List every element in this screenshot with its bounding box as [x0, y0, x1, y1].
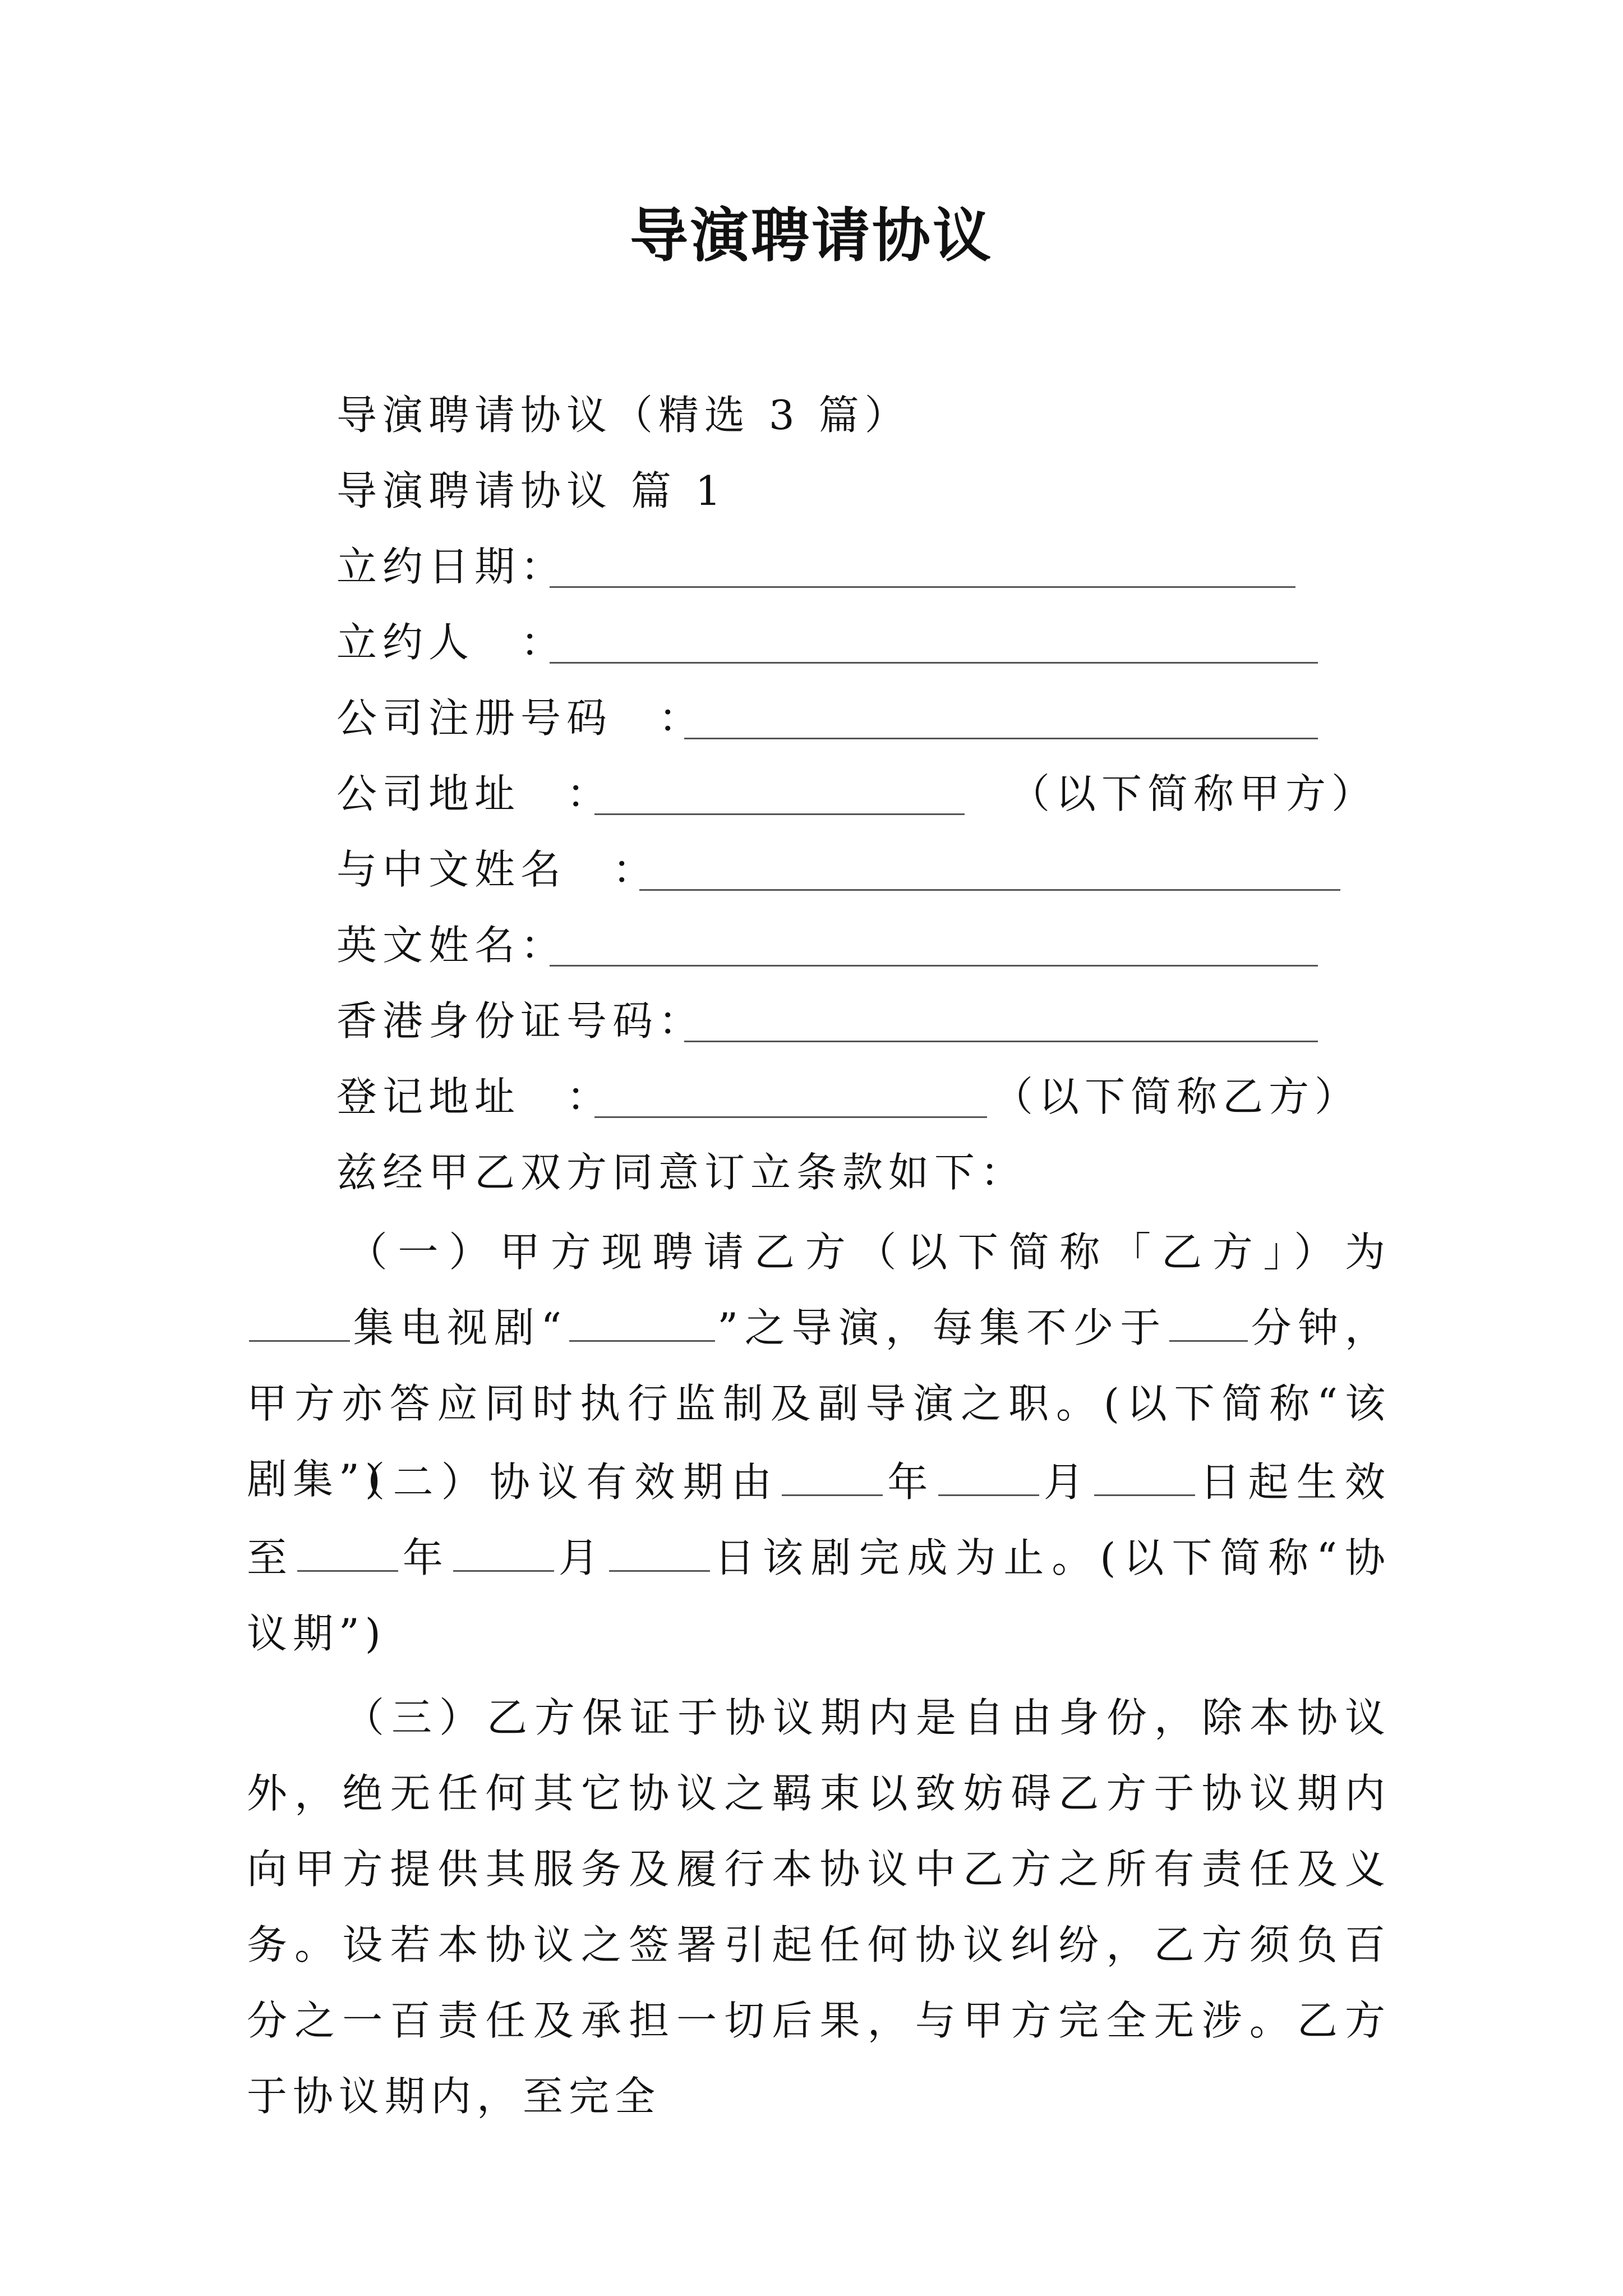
episode-count-blank: [249, 1305, 350, 1342]
address-label: 公司地址 ：: [336, 770, 613, 817]
chinese-name-label: 与中文姓名 ：: [336, 846, 659, 893]
date-label: 立约日期：: [336, 543, 567, 590]
date-blank: [550, 586, 1295, 588]
month-label: 月: [1041, 1458, 1092, 1506]
english-name-label: 英文姓名：: [336, 922, 567, 969]
series-title-blank: [569, 1305, 715, 1342]
clause-1-text-b: 集电视剧“: [352, 1304, 568, 1351]
clause-1-text-a: （一）甲方现聘请乙方（以下简称「乙方」）为: [342, 1228, 1391, 1276]
clause-2-text-a: （二）协议有效期由: [342, 1458, 780, 1506]
registered-address-suffix: （以下简称乙方）: [993, 1073, 1361, 1120]
end-day-blank: [609, 1535, 710, 1572]
start-day-blank: [1094, 1460, 1195, 1496]
registered-address-label: 登记地址 ：: [336, 1073, 613, 1120]
hkid-label: 香港身份证号码：: [336, 997, 705, 1045]
intro-text: 兹经甲乙双方同意订立条款如下：: [336, 1149, 1027, 1196]
section-heading: 导演聘请协议 篇 1: [336, 467, 727, 514]
address-blank: [594, 813, 965, 815]
party-label: 立约人 ：: [336, 619, 567, 666]
clause-1-text-c: ”之导演，每集不少于: [717, 1304, 1167, 1351]
chinese-name-blank: [639, 889, 1340, 891]
clause-3: [247, 1680, 1391, 2134]
clause-3-text: （三）乙方保证于协议期内是自由身份，除本协议外，绝无任何其它协议之羁束以致妨碍乙方于协议期内向甲方提供其服务及履行本协议中乙方之所有责任及义务。设若本协议之签署引起任何协议纠纷，乙方须负百分之一百责任及承担一切后果，与甲方完全无涉。乙方于协议期内，至完全: [247, 1694, 1391, 2120]
hkid-blank: [684, 1041, 1318, 1042]
registered-address-blank: [594, 1116, 987, 1118]
document-title: 导演聘请协议: [629, 201, 993, 270]
start-year-blank: [782, 1460, 883, 1496]
month-label-2: 月: [556, 1534, 607, 1581]
minutes-blank: [1169, 1305, 1248, 1342]
year-label: 年: [885, 1458, 936, 1506]
year-label-2: 年: [400, 1534, 451, 1581]
address-suffix: （以下简称甲方）: [1009, 770, 1378, 817]
party-blank: [550, 662, 1318, 664]
start-month-blank: [938, 1460, 1039, 1496]
clause-2: [247, 1444, 1391, 1672]
clause-2-text-c: 日该剧完成为止。(以下简称“协议期”): [247, 1534, 1391, 1657]
english-name-blank: [550, 965, 1318, 967]
end-month-blank: [453, 1535, 554, 1572]
clause-2-text-b: 日起生效至: [247, 1458, 1391, 1581]
registration-label: 公司注册号码 ：: [336, 694, 705, 742]
subtitle: 导演聘请协议（精选 3 篇）: [336, 392, 911, 439]
registration-blank: [684, 738, 1318, 739]
end-year-blank: [297, 1535, 398, 1572]
clause-1-text-d: 分钟，甲方亦答应同时执行监制及副导演之职。(以下简称“该剧集”): [247, 1304, 1391, 1503]
